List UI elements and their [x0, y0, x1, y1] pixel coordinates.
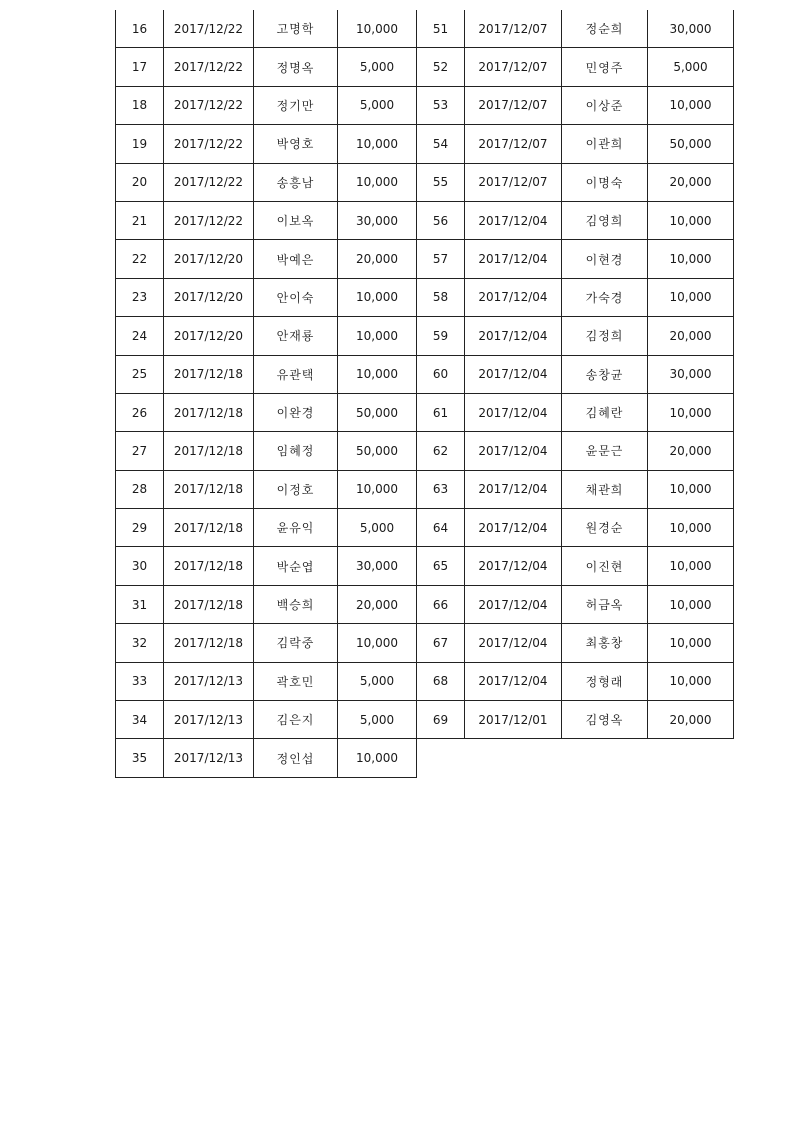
row-number-cell: 67 — [417, 624, 465, 662]
table-row — [417, 355, 734, 393]
row-name-cell: 곽호민 — [254, 662, 338, 700]
table-row — [417, 317, 734, 355]
row-amount-cell: 10,000 — [648, 393, 734, 431]
row-number-cell: 21 — [116, 201, 164, 239]
row-amount-cell: 10,000 — [648, 624, 734, 662]
row-date-cell: 2017/12/04 — [465, 240, 562, 278]
table-row — [116, 355, 417, 393]
row-number-cell: 18 — [116, 86, 164, 124]
row-number-cell: 29 — [116, 509, 164, 547]
row-date-cell: 2017/12/04 — [465, 278, 562, 316]
row-name-cell: 윤문근 — [562, 432, 648, 470]
row-date-cell: 2017/12/04 — [465, 662, 562, 700]
row-amount-cell: 10,000 — [338, 163, 417, 201]
row-number-cell: 59 — [417, 317, 465, 355]
row-name-cell: 박예은 — [254, 240, 338, 278]
table-row — [116, 624, 417, 662]
table-row — [116, 48, 417, 86]
row-name-cell: 허금옥 — [562, 585, 648, 623]
donor-table-right-body — [417, 10, 734, 739]
row-amount-cell: 10,000 — [338, 470, 417, 508]
row-name-cell: 정기만 — [254, 86, 338, 124]
row-date-cell: 2017/12/07 — [465, 163, 562, 201]
row-date-cell: 2017/12/04 — [465, 317, 562, 355]
table-row — [417, 547, 734, 585]
row-amount-cell: 10,000 — [648, 278, 734, 316]
table-row — [417, 701, 734, 739]
row-amount-cell: 5,000 — [338, 662, 417, 700]
row-date-cell: 2017/12/18 — [164, 624, 254, 662]
row-amount-cell: 10,000 — [648, 470, 734, 508]
table-row — [417, 662, 734, 700]
row-name-cell: 이보옥 — [254, 201, 338, 239]
row-name-cell: 원경순 — [562, 509, 648, 547]
row-number-cell: 24 — [116, 317, 164, 355]
row-date-cell: 2017/12/22 — [164, 48, 254, 86]
table-row — [417, 48, 734, 86]
row-amount-cell: 50,000 — [648, 125, 734, 163]
table-row — [116, 432, 417, 470]
row-amount-cell: 50,000 — [338, 393, 417, 431]
row-amount-cell: 20,000 — [648, 163, 734, 201]
row-name-cell: 송창균 — [562, 355, 648, 393]
row-amount-cell: 5,000 — [338, 86, 417, 124]
row-date-cell: 2017/12/04 — [465, 547, 562, 585]
table-row — [116, 547, 417, 585]
row-date-cell: 2017/12/07 — [465, 125, 562, 163]
row-date-cell: 2017/12/20 — [164, 240, 254, 278]
row-date-cell: 2017/12/18 — [164, 432, 254, 470]
row-number-cell: 55 — [417, 163, 465, 201]
row-date-cell: 2017/12/04 — [465, 624, 562, 662]
row-date-cell: 2017/12/13 — [164, 662, 254, 700]
row-date-cell: 2017/12/04 — [465, 393, 562, 431]
row-number-cell: 35 — [116, 739, 164, 777]
row-amount-cell: 30,000 — [648, 10, 734, 48]
table-row — [417, 201, 734, 239]
row-date-cell: 2017/12/04 — [465, 585, 562, 623]
row-name-cell: 정형래 — [562, 662, 648, 700]
table-row — [116, 278, 417, 316]
row-amount-cell: 10,000 — [338, 278, 417, 316]
row-date-cell: 2017/12/18 — [164, 393, 254, 431]
row-number-cell: 33 — [116, 662, 164, 700]
row-amount-cell: 5,000 — [338, 509, 417, 547]
row-name-cell: 채관희 — [562, 470, 648, 508]
row-number-cell: 56 — [417, 201, 465, 239]
table-row — [417, 125, 734, 163]
row-name-cell: 정명옥 — [254, 48, 338, 86]
row-date-cell: 2017/12/22 — [164, 201, 254, 239]
table-row — [417, 393, 734, 431]
row-name-cell: 김정희 — [562, 317, 648, 355]
row-amount-cell: 5,000 — [338, 701, 417, 739]
row-date-cell: 2017/12/18 — [164, 470, 254, 508]
row-name-cell: 이관희 — [562, 125, 648, 163]
table-row — [417, 624, 734, 662]
row-name-cell: 김영희 — [562, 201, 648, 239]
row-amount-cell: 20,000 — [648, 432, 734, 470]
table-row — [116, 393, 417, 431]
row-name-cell: 안재룡 — [254, 317, 338, 355]
row-name-cell: 김은지 — [254, 701, 338, 739]
row-name-cell: 이명숙 — [562, 163, 648, 201]
row-name-cell: 이현경 — [562, 240, 648, 278]
table-row — [116, 317, 417, 355]
row-number-cell: 28 — [116, 470, 164, 508]
row-date-cell: 2017/12/04 — [465, 509, 562, 547]
row-date-cell: 2017/12/22 — [164, 125, 254, 163]
row-amount-cell: 10,000 — [338, 624, 417, 662]
row-date-cell: 2017/12/18 — [164, 355, 254, 393]
row-number-cell: 16 — [116, 10, 164, 48]
row-name-cell: 정인섭 — [254, 739, 338, 777]
row-amount-cell: 5,000 — [648, 48, 734, 86]
row-name-cell: 이진현 — [562, 547, 648, 585]
row-amount-cell: 10,000 — [648, 201, 734, 239]
row-name-cell: 가숙경 — [562, 278, 648, 316]
row-amount-cell: 10,000 — [648, 662, 734, 700]
row-amount-cell: 10,000 — [338, 317, 417, 355]
row-name-cell: 이상준 — [562, 86, 648, 124]
row-date-cell: 2017/12/13 — [164, 739, 254, 777]
row-amount-cell: 10,000 — [648, 547, 734, 585]
row-amount-cell: 10,000 — [648, 240, 734, 278]
table-row — [116, 739, 417, 777]
row-number-cell: 58 — [417, 278, 465, 316]
row-date-cell: 2017/12/18 — [164, 509, 254, 547]
row-name-cell: 김혜란 — [562, 393, 648, 431]
table-row — [116, 201, 417, 239]
donor-table-left-body — [116, 10, 417, 777]
row-date-cell: 2017/12/13 — [164, 701, 254, 739]
row-number-cell: 17 — [116, 48, 164, 86]
row-date-cell: 2017/12/22 — [164, 86, 254, 124]
table-row — [116, 470, 417, 508]
row-name-cell: 박영호 — [254, 125, 338, 163]
row-number-cell: 26 — [116, 393, 164, 431]
row-number-cell: 66 — [417, 585, 465, 623]
row-name-cell: 이완경 — [254, 393, 338, 431]
row-name-cell: 정순희 — [562, 10, 648, 48]
row-number-cell: 60 — [417, 355, 465, 393]
row-date-cell: 2017/12/20 — [164, 278, 254, 316]
row-number-cell: 22 — [116, 240, 164, 278]
donor-table-left — [115, 10, 417, 778]
row-date-cell: 2017/12/04 — [465, 355, 562, 393]
row-amount-cell: 20,000 — [648, 701, 734, 739]
row-name-cell: 최홍창 — [562, 624, 648, 662]
row-name-cell: 임혜정 — [254, 432, 338, 470]
row-number-cell: 62 — [417, 432, 465, 470]
row-amount-cell: 30,000 — [648, 355, 734, 393]
row-date-cell: 2017/12/04 — [465, 470, 562, 508]
row-name-cell: 김락중 — [254, 624, 338, 662]
row-name-cell: 안이숙 — [254, 278, 338, 316]
row-name-cell: 박순엽 — [254, 547, 338, 585]
table-row — [116, 10, 417, 48]
row-amount-cell: 50,000 — [338, 432, 417, 470]
table-row — [417, 585, 734, 623]
row-number-cell: 52 — [417, 48, 465, 86]
row-date-cell: 2017/12/22 — [164, 163, 254, 201]
row-amount-cell: 20,000 — [338, 585, 417, 623]
row-number-cell: 68 — [417, 662, 465, 700]
row-amount-cell: 10,000 — [338, 125, 417, 163]
row-number-cell: 57 — [417, 240, 465, 278]
table-row — [417, 86, 734, 124]
row-amount-cell: 10,000 — [648, 86, 734, 124]
row-number-cell: 20 — [116, 163, 164, 201]
table-row — [116, 163, 417, 201]
table-row — [417, 10, 734, 48]
row-number-cell: 53 — [417, 86, 465, 124]
table-row — [116, 509, 417, 547]
row-number-cell: 27 — [116, 432, 164, 470]
row-number-cell: 54 — [417, 125, 465, 163]
row-amount-cell: 20,000 — [648, 317, 734, 355]
row-date-cell: 2017/12/20 — [164, 317, 254, 355]
row-name-cell: 고명학 — [254, 10, 338, 48]
row-amount-cell: 30,000 — [338, 201, 417, 239]
table-row — [116, 125, 417, 163]
row-number-cell: 63 — [417, 470, 465, 508]
row-number-cell: 19 — [116, 125, 164, 163]
row-date-cell: 2017/12/07 — [465, 10, 562, 48]
row-name-cell: 김영옥 — [562, 701, 648, 739]
row-amount-cell: 10,000 — [338, 355, 417, 393]
table-row — [116, 662, 417, 700]
row-amount-cell: 10,000 — [648, 585, 734, 623]
table-row — [116, 86, 417, 124]
table-row — [417, 432, 734, 470]
row-date-cell: 2017/12/07 — [465, 86, 562, 124]
row-name-cell: 윤유익 — [254, 509, 338, 547]
row-number-cell: 32 — [116, 624, 164, 662]
row-date-cell: 2017/12/22 — [164, 10, 254, 48]
table-row — [116, 240, 417, 278]
row-date-cell: 2017/12/04 — [465, 432, 562, 470]
row-name-cell: 송흥남 — [254, 163, 338, 201]
table-row — [417, 470, 734, 508]
table-row — [417, 509, 734, 547]
row-date-cell: 2017/12/18 — [164, 585, 254, 623]
row-date-cell: 2017/12/04 — [465, 201, 562, 239]
row-number-cell: 65 — [417, 547, 465, 585]
row-number-cell: 25 — [116, 355, 164, 393]
row-amount-cell: 30,000 — [338, 547, 417, 585]
row-number-cell: 31 — [116, 585, 164, 623]
row-amount-cell: 5,000 — [338, 48, 417, 86]
row-number-cell: 51 — [417, 10, 465, 48]
row-amount-cell: 10,000 — [338, 10, 417, 48]
row-number-cell: 23 — [116, 278, 164, 316]
table-row — [116, 701, 417, 739]
row-amount-cell: 10,000 — [648, 509, 734, 547]
row-number-cell: 30 — [116, 547, 164, 585]
row-name-cell: 이정호 — [254, 470, 338, 508]
row-name-cell: 유관택 — [254, 355, 338, 393]
row-number-cell: 61 — [417, 393, 465, 431]
row-name-cell: 민영주 — [562, 48, 648, 86]
row-date-cell: 2017/12/01 — [465, 701, 562, 739]
table-row — [417, 163, 734, 201]
row-amount-cell: 10,000 — [338, 739, 417, 777]
table-row — [417, 278, 734, 316]
row-number-cell: 64 — [417, 509, 465, 547]
row-date-cell: 2017/12/18 — [164, 547, 254, 585]
table-row — [417, 240, 734, 278]
row-number-cell: 34 — [116, 701, 164, 739]
donor-table-right — [416, 10, 734, 739]
table-row — [116, 585, 417, 623]
row-date-cell: 2017/12/07 — [465, 48, 562, 86]
row-name-cell: 백승희 — [254, 585, 338, 623]
row-number-cell: 69 — [417, 701, 465, 739]
row-amount-cell: 20,000 — [338, 240, 417, 278]
